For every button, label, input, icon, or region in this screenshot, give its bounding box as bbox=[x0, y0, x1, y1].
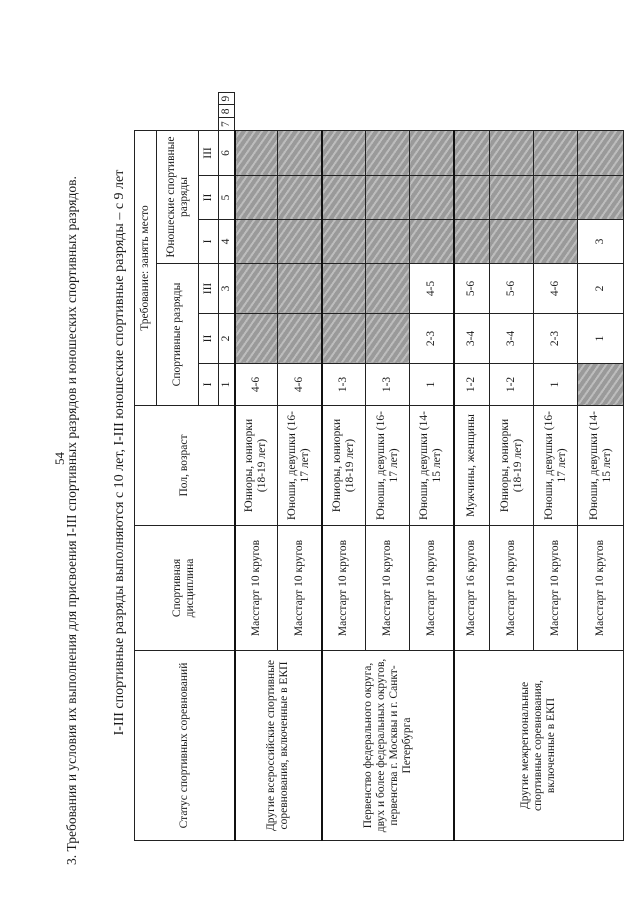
shaded-cell bbox=[578, 176, 624, 220]
shaded-cell bbox=[578, 364, 624, 406]
section-heading: 3. Требования и условия их выполнения для присвоения I-III спортивных разрядов и юношеских спортивных разрядов. bbox=[64, 176, 79, 865]
rank-I-cell: 1 bbox=[410, 364, 454, 406]
col-number: 1 bbox=[219, 364, 235, 406]
shaded-cell bbox=[235, 176, 278, 220]
rank-III-cell: 4-6 bbox=[534, 264, 578, 314]
gender-cell: Юноши, девушки (14-15 лет) bbox=[410, 406, 454, 526]
gender-cell: Юноши, девушки (14-15 лет) bbox=[578, 406, 624, 526]
header-discipline: Спортивная дисциплина bbox=[135, 526, 235, 651]
rank-III-cell: 5-6 bbox=[490, 264, 534, 314]
col-number: 2 bbox=[219, 314, 235, 364]
shaded-cell bbox=[322, 131, 366, 176]
rank-I-cell: 1-3 bbox=[366, 364, 410, 406]
rank-III-cell: 5-6 bbox=[454, 264, 490, 314]
gender-cell: Юноши, девушки (16-17 лет) bbox=[534, 406, 578, 526]
rank-I-cell: 1-2 bbox=[454, 364, 490, 406]
header-rank-I: I bbox=[199, 364, 219, 406]
shaded-cell bbox=[235, 314, 278, 364]
header-youth-ranks: Юношеские спортивные разряды bbox=[157, 131, 199, 264]
table-row bbox=[235, 92, 278, 840]
shaded-cell bbox=[278, 220, 322, 264]
gender-cell: Юноши, девушки (16-17 лет) bbox=[366, 406, 410, 526]
header-youth-rank-I: I bbox=[199, 220, 219, 264]
rank-III-cell: 2 bbox=[578, 264, 624, 314]
shaded-cell bbox=[366, 131, 410, 176]
rank-II-cell: 3-4 bbox=[454, 314, 490, 364]
discipline-cell: Масстарт 10 кругов bbox=[235, 526, 278, 651]
shaded-cell bbox=[410, 220, 454, 264]
status-cell: Первенство федерального округа, двух и более федеральных округов, первенства г. Москвы и г. Санкт-Петербурга bbox=[322, 651, 454, 841]
rank-II-cell: 2-3 bbox=[534, 314, 578, 364]
shaded-cell bbox=[322, 176, 366, 220]
shaded-cell bbox=[235, 264, 278, 314]
shaded-cell bbox=[410, 131, 454, 176]
shaded-cell bbox=[235, 131, 278, 176]
shaded-cell bbox=[454, 176, 490, 220]
shaded-cell bbox=[366, 314, 410, 364]
shaded-cell bbox=[534, 220, 578, 264]
rank-I-cell: 4-6 bbox=[278, 364, 322, 406]
rank-I-cell: 4-6 bbox=[235, 364, 278, 406]
discipline-cell: Масстарт 10 кругов bbox=[366, 526, 410, 651]
col-number: 6 bbox=[219, 131, 235, 176]
status-cell: Другие межрегиональные спортивные соревнования, включенные в ЕКП bbox=[454, 651, 624, 841]
shaded-cell bbox=[322, 220, 366, 264]
col-number: 3 bbox=[219, 264, 235, 314]
table-row bbox=[322, 92, 366, 840]
rank-II-cell: 1 bbox=[578, 314, 624, 364]
col-number: 9 bbox=[219, 92, 235, 105]
header-requirement: Требование: занять место bbox=[135, 131, 157, 406]
header-gender-age: Пол, возраст bbox=[135, 406, 235, 526]
status-cell: Другие всероссийские спортивные соревнования, включенные в ЕКП bbox=[235, 651, 322, 841]
shaded-cell bbox=[322, 264, 366, 314]
shaded-cell bbox=[490, 176, 534, 220]
header-youth-rank-II: II bbox=[199, 176, 219, 220]
rank-III-cell: 4-5 bbox=[410, 264, 454, 314]
discipline-cell: Масстарт 10 кругов bbox=[534, 526, 578, 651]
header-rank-II: II bbox=[199, 314, 219, 364]
shaded-cell bbox=[490, 131, 534, 176]
discipline-cell: Масстарт 10 кругов bbox=[578, 526, 624, 651]
shaded-cell bbox=[534, 131, 578, 176]
shaded-cell bbox=[366, 176, 410, 220]
shaded-cell bbox=[322, 314, 366, 364]
shaded-cell bbox=[454, 220, 490, 264]
rank-I-cell: 1-3 bbox=[322, 364, 366, 406]
requirements-table bbox=[134, 92, 624, 841]
shaded-cell bbox=[490, 220, 534, 264]
shaded-cell bbox=[366, 220, 410, 264]
discipline-cell: Масстарт 10 кругов bbox=[490, 526, 534, 651]
col-number: 4 bbox=[219, 220, 235, 264]
shaded-cell bbox=[454, 131, 490, 176]
col-number: 8 bbox=[219, 105, 235, 118]
table-row bbox=[454, 92, 490, 840]
gender-cell: Мужчины, женщины bbox=[454, 406, 490, 526]
rank-II-cell: 3-4 bbox=[490, 314, 534, 364]
rank-I-cell: 1 bbox=[534, 364, 578, 406]
header-rank-III: III bbox=[199, 264, 219, 314]
table-caption: I-III спортивные разряды выполняются с 10 лет, I-III юношеские спортивные разряды – с 9 лет bbox=[112, 169, 127, 736]
discipline-cell: Масстарт 10 кругов bbox=[278, 526, 322, 651]
shaded-cell bbox=[366, 264, 410, 314]
gender-cell: Юноши, девушки (16-17 лет) bbox=[278, 406, 322, 526]
shaded-cell bbox=[534, 176, 578, 220]
page-number: 54 bbox=[52, 452, 67, 465]
gender-cell: Юниоры, юниорки (18-19 лет) bbox=[490, 406, 534, 526]
shaded-cell bbox=[578, 131, 624, 176]
header-youth-rank-III: III bbox=[199, 131, 219, 176]
gender-cell: Юниоры, юниорки (18-19 лет) bbox=[235, 406, 278, 526]
shaded-cell bbox=[278, 264, 322, 314]
discipline-cell: Масстарт 10 кругов bbox=[322, 526, 366, 651]
col-number: 7 bbox=[219, 118, 235, 131]
shaded-cell bbox=[410, 176, 454, 220]
shaded-cell bbox=[278, 176, 322, 220]
col-number: 5 bbox=[219, 176, 235, 220]
header-status: Статус спортивных соревнований bbox=[135, 651, 235, 841]
header-sport-ranks: Спортивные разряды bbox=[157, 264, 199, 406]
rank-II-cell: 2-3 bbox=[410, 314, 454, 364]
shaded-cell bbox=[278, 131, 322, 176]
gender-cell: Юниоры, юниорки (18-19 лет) bbox=[322, 406, 366, 526]
youth-rank-I-cell: 3 bbox=[578, 220, 624, 264]
discipline-cell: Масстарт 10 кругов bbox=[410, 526, 454, 651]
discipline-cell: Масстарт 16 кругов bbox=[454, 526, 490, 651]
shaded-cell bbox=[278, 314, 322, 364]
shaded-cell bbox=[235, 220, 278, 264]
rank-I-cell: 1-2 bbox=[490, 364, 534, 406]
